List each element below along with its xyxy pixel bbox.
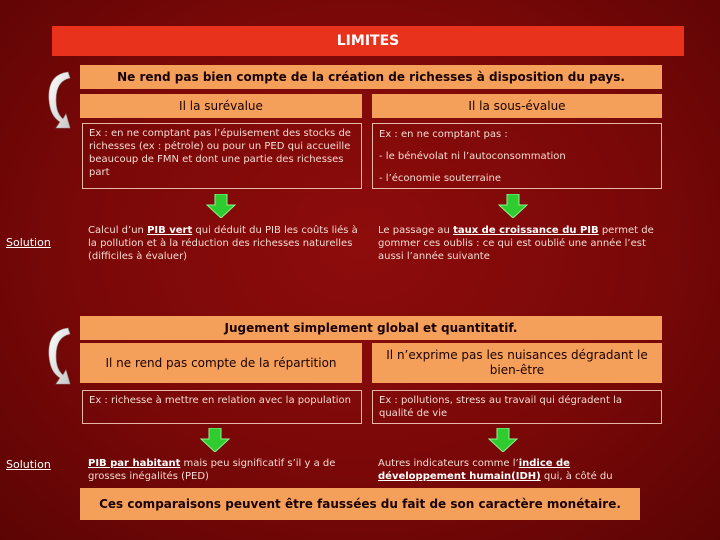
section2-left-text: Ex : richesse à mettre en relation avec la population [82, 390, 362, 424]
down-arrow-icon [488, 428, 518, 452]
curved-arrow-icon [42, 322, 72, 392]
section2-right-text: Ex : pollutions, stress au travail qui dégradent la qualité de vie [372, 390, 662, 424]
right-line-1: Ex : en ne comptant pas : [379, 129, 508, 140]
down-arrow-icon [206, 194, 236, 218]
section1-heading: Ne rend pas bien compte de la création de richesses à disposition du pays. [80, 65, 662, 89]
slide-title: LIMITES [52, 26, 684, 56]
taux-croissance-link: taux de croissance du PIB [453, 225, 599, 236]
section2-left-solution: PIB par habitant mais peu significatif s’il y a de grosses inégalités (PED) [88, 458, 336, 482]
right-line-2: - le bénévolat ni l’autoconsommation [379, 151, 566, 162]
down-arrow-icon [498, 194, 528, 218]
section2-right-solution: Autres indicateurs comme l’indice de développement humain(IDH) qui, à côté du [378, 458, 613, 482]
section1-left-text: Ex : en ne comptant pas l’épuisement des stocks de richesses (ex : pétrole) ou pour un PED qui accueille beaucoup de FMN et dont une partie des richesses part [82, 123, 362, 189]
right-line-3: - l’économie souterraine [379, 173, 502, 184]
section1-right-text [372, 123, 662, 189]
idh-link: indice de développement humain(IDH) [378, 458, 570, 482]
section1-right-solution: Le passage au taux de croissance du PIB permet de gommer ces oublis : ce qui est oublié une année l’est aussi l’année suivante [378, 225, 654, 262]
section2-right-head: Il n’exprime pas les nuisances dégradant le bien-être [372, 343, 662, 383]
footer-note: Ces comparaisons peuvent être faussées du fait de son caractère monétaire. [80, 488, 640, 520]
section2-left-head: Il ne rend pas compte de la répartition [80, 343, 362, 383]
down-arrow-icon [200, 428, 230, 452]
curved-arrow-icon [42, 66, 72, 136]
pib-par-habitant-link: PIB par habitant [88, 458, 181, 469]
section2-heading: Jugement simplement global et quantitatif. [80, 316, 662, 340]
section1-left-solution: Calcul d’un PIB vert qui déduit du PIB les coûts liés à la pollution et à la réduction des richesses naturelles (difficiles à évaluer) [88, 225, 358, 262]
section1-left-head: Il la surévalue [80, 94, 362, 118]
section1-right-head: Il la sous-évalue [372, 94, 662, 118]
pib-vert-link: PIB vert [147, 225, 193, 236]
solution-label: Solution [6, 236, 51, 249]
solution-label: Solution [6, 458, 51, 471]
